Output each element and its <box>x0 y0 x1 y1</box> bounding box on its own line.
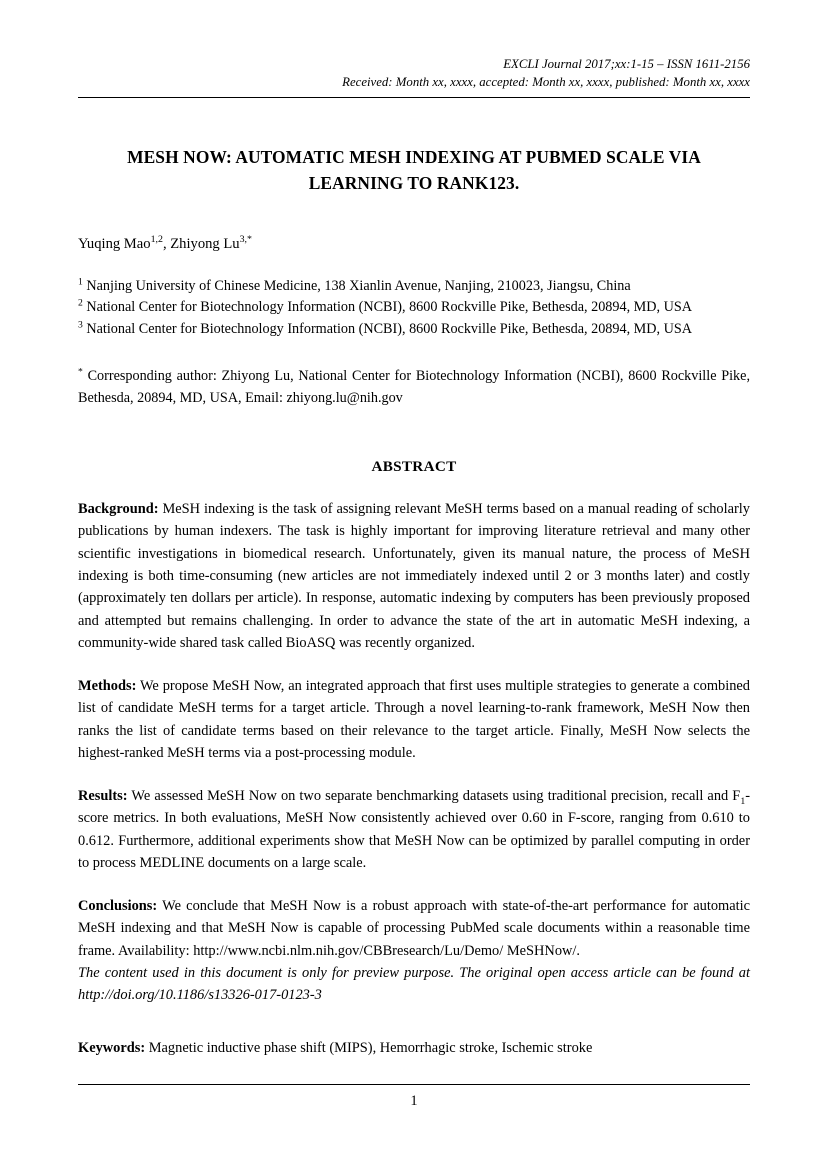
page-footer <box>78 1084 750 1110</box>
affiliation-list <box>78 276 750 341</box>
abstract-methods-label: Methods: <box>78 677 137 694</box>
footer-divider <box>78 1084 750 1085</box>
corresponding-author-note <box>78 366 750 409</box>
abstract-results-paragraph <box>78 785 750 875</box>
abstract-background-label: Background: <box>78 500 159 517</box>
affiliation-marker: 3 <box>78 319 83 331</box>
affiliation-item <box>78 297 750 319</box>
abstract-results-text-before-subscript: We assessed MeSH Now on two separate benchmarking datasets using traditional precision, recall and F <box>127 787 741 804</box>
affiliation-item <box>78 276 750 298</box>
affiliation-marker: 1 <box>78 275 83 287</box>
preview-purpose-note: The content used in this document is only for preview purpose. The original open access article can be found at http://doi.org/10.1186/s13326-017-0123-3 <box>78 965 750 1004</box>
page-title: MESH NOW: AUTOMATIC MESH INDEXING AT PUBMED SCALE VIA LEARNING TO RANK123. <box>127 147 701 194</box>
author-byline <box>78 234 750 255</box>
author-name-2: Zhiyong Lu <box>170 235 240 252</box>
abstract-conclusions-label: Conclusions: <box>78 897 158 914</box>
corresponding-author-marker: * <box>78 366 83 378</box>
affiliation-item <box>78 319 750 341</box>
page-number: 1 <box>410 1093 418 1109</box>
corresponding-author-text: Corresponding author: Zhiyong Lu, National Center for Biotechnology Information (NCBI), 8600 Rockville Pike, Bethesda, 20894, MD, USA, Email: zhiyong.lu@nih.gov <box>78 368 750 406</box>
keywords-label: Keywords: <box>78 1039 146 1056</box>
running-head <box>78 0 750 91</box>
abstract-methods-paragraph <box>78 675 750 765</box>
affiliation-text: National Center for Biotechnology Information (NCBI), 8600 Rockville Pike, Bethesda, 20894, MD, USA <box>82 320 693 337</box>
f-score-subscript: 1 <box>740 795 746 807</box>
publication-dates-line: Received: Month xx, xxxx, accepted: Month xx, xxxx, published: Month xx, xxxx <box>342 75 750 90</box>
header-divider <box>78 97 750 98</box>
journal-citation-line: EXCLI Journal 2017;xx:1-15 – ISSN 1611-2156 <box>503 57 750 71</box>
author-affiliation-marker-2: 3,* <box>239 233 252 245</box>
affiliation-text: National Center for Biotechnology Information (NCBI), 8600 Rockville Pike, Bethesda, 20894, MD, USA <box>82 299 693 316</box>
abstract-background-text: MeSH indexing is the task of assigning relevant MeSH terms based on a manual reading of scholarly publications by human indexers. The task is highly important for improving literature retrieval and many other scientific investigations in biomedical research. Unfortunately, given its manual nature, the process of MeSH indexing is both time-consuming (new articles are not immediately indexed until 2 or 3 months later) and costly (approximately ten dollars per article). In response, automatic indexing by computers has been previously proposed and attempted but remains challenging. In order to advance the state of the art in automatic MeSH indexing, a community-wide shared task called BioASQ was recently organized. <box>78 500 750 652</box>
affiliation-text: Nanjing University of Chinese Medicine, 138 Xianlin Avenue, Nanjing, 210023, Jiangsu, China <box>82 277 631 294</box>
abstract-heading: ABSTRACT <box>371 457 457 475</box>
abstract-conclusions-paragraph <box>78 895 750 1007</box>
keywords-text: Magnetic inductive phase shift (MIPS), Hemorrhagic stroke, Ischemic stroke <box>145 1039 593 1056</box>
author-name-1: Yuqing Mao <box>78 235 151 252</box>
page-content <box>78 0 750 1059</box>
author-separator: , <box>162 235 171 252</box>
abstract-results-text-after-subscript: -score metrics. In both evaluations, MeSH Now consistently achieved over 0.60 in F-score, ranging from 0.610 to 0.612. Furthermore, additional experiments show that MeSH Now can be optimized by parallel computing in order to process MEDLINE documents on a large scale. <box>78 787 750 872</box>
author-affiliation-marker-1: 1,2 <box>150 233 163 245</box>
affiliation-marker: 2 <box>78 297 83 309</box>
abstract-methods-text: We propose MeSH Now, an integrated approach that first uses multiple strategies to generate a combined list of candidate MeSH terms for a target article. Through a novel learning-to-rank framework, MeSH Now then ranks the list of candidate terms based on their relevance to the target article. Finally, MeSH Now selects the highest-ranked MeSH terms via a post-processing module. <box>78 677 750 762</box>
abstract-results-label: Results: <box>78 787 128 804</box>
abstract-background-paragraph <box>78 498 750 655</box>
abstract-conclusions-text: We conclude that MeSH Now is a robust approach with state-of-the-art performance for automatic MeSH indexing and that MeSH Now is capable of processing PubMed scale documents within a reasonable time frame. Availability: http://www.ncbi.nlm.nih.gov/CBBresearch/Lu/Demo/ MeSHNow/. <box>78 897 750 959</box>
keywords-line <box>78 1037 750 1059</box>
